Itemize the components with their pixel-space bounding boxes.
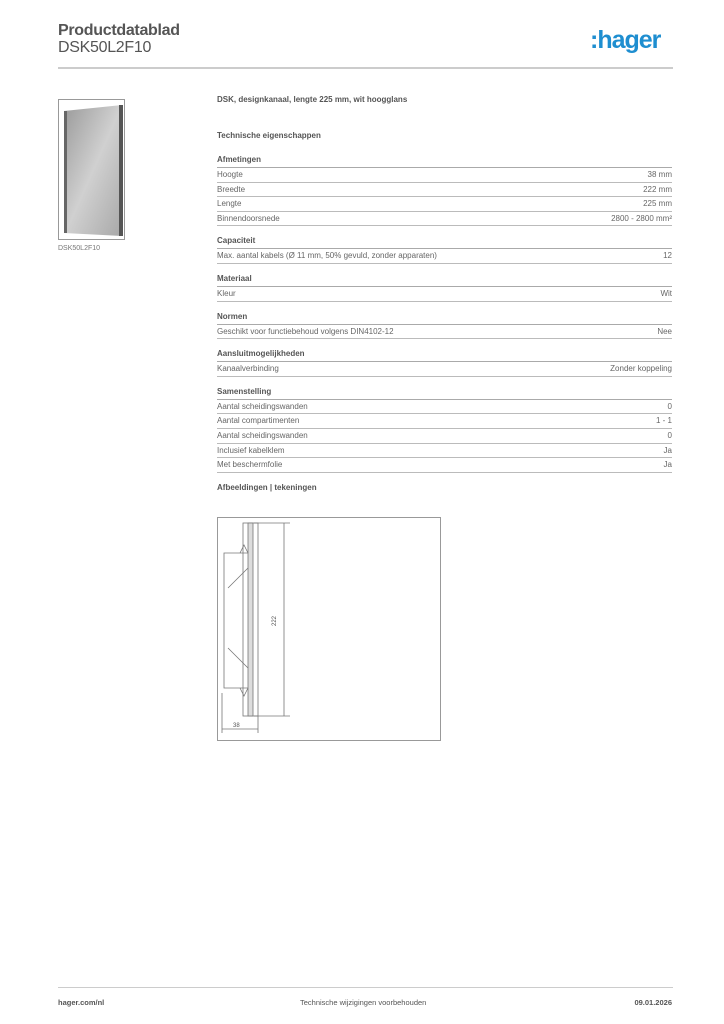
spec-row — [217, 325, 672, 340]
spec-row — [217, 400, 672, 415]
spec-value: 0 — [667, 401, 672, 411]
spec-row — [217, 414, 672, 429]
footer-notice: Technische wijzigingen voorbehouden — [300, 998, 427, 1007]
spec-row — [217, 362, 672, 377]
spec-label: Inclusief kabelklem — [217, 445, 285, 455]
spec-section — [217, 349, 672, 377]
spec-row — [217, 429, 672, 444]
page-title: Productdatablad — [58, 22, 180, 39]
spec-value: 1 - 1 — [655, 416, 672, 426]
spec-value: 222 mm — [643, 184, 672, 194]
dim-width-label: 38 — [233, 723, 240, 729]
technical-drawing — [217, 517, 441, 741]
spec-value: 38 mm — [647, 170, 672, 179]
specs-column — [217, 95, 672, 492]
footer-date: 09.01.2026 — [634, 998, 672, 1007]
spec-row — [217, 212, 672, 227]
section-title: Samenstelling — [217, 387, 672, 400]
spec-label: Kanaalverbinding — [217, 364, 279, 374]
product-description: DSK, designkanaal, lengte 225 mm, wit hoogglans — [217, 95, 408, 104]
section-title: Capaciteit — [217, 236, 672, 249]
spec-label: Met beschermfolie — [217, 460, 283, 470]
spec-sections — [217, 155, 672, 473]
spec-label: Breedte — [217, 184, 246, 194]
spec-value: Wit — [660, 288, 672, 298]
spec-row — [217, 249, 672, 264]
spec-section — [217, 312, 672, 340]
spec-value: Nee — [657, 326, 672, 336]
spec-value: Ja — [663, 445, 672, 455]
spec-row — [217, 458, 672, 473]
spec-value: Ja — [663, 460, 672, 470]
spec-row — [217, 444, 672, 459]
section-title: Aansluitmogelijkheden — [217, 349, 672, 362]
article-number: DSK50L2F10 — [58, 39, 152, 56]
figures-title: Afbeeldingen | tekeningen — [217, 482, 317, 492]
spec-label: Max. aantal kabels (Ø 11 mm, 50% gevuld, zonder apparaten) — [217, 251, 437, 261]
spec-row — [217, 168, 672, 183]
spec-label: Hoogte — [217, 170, 243, 179]
spec-value: Zonder koppeling — [610, 364, 672, 374]
section-title: Afmetingen — [217, 155, 672, 168]
product-image — [58, 99, 125, 240]
section-title: Normen — [217, 312, 672, 325]
spec-section — [217, 155, 672, 226]
spec-label: Aantal compartimenten — [217, 416, 300, 426]
spec-row — [217, 183, 672, 198]
spec-label: Aantal scheidingswanden — [217, 430, 308, 440]
spec-value: 225 mm — [643, 199, 672, 209]
spec-value: 2800 - 2800 mm² — [611, 213, 672, 223]
spec-section — [217, 236, 672, 264]
image-caption: DSK50L2F10 — [58, 245, 101, 252]
header-divider — [58, 67, 673, 69]
spec-value: 12 — [663, 251, 672, 261]
footer-website-link[interactable]: hager.com/nl — [58, 998, 105, 1007]
hager-logo: :hager — [590, 26, 661, 54]
spec-row — [217, 287, 672, 302]
spec-label: Kleur — [217, 288, 236, 298]
spec-label: Lengte — [217, 199, 242, 209]
dim-height-label: 222 — [272, 615, 278, 626]
footer-divider — [58, 987, 673, 988]
spec-label: Geschikt voor functiebehoud volgens DIN4102-12 — [217, 326, 394, 336]
spec-value: 0 — [667, 430, 672, 440]
spec-section — [217, 274, 672, 302]
spec-section — [217, 387, 672, 473]
spec-label: Binnendoorsnede — [217, 213, 280, 223]
section-title: Materiaal — [217, 274, 672, 287]
tech-title: Technische eigenschappen — [217, 131, 321, 140]
spec-label: Aantal scheidingswanden — [217, 401, 308, 411]
spec-row — [217, 197, 672, 212]
